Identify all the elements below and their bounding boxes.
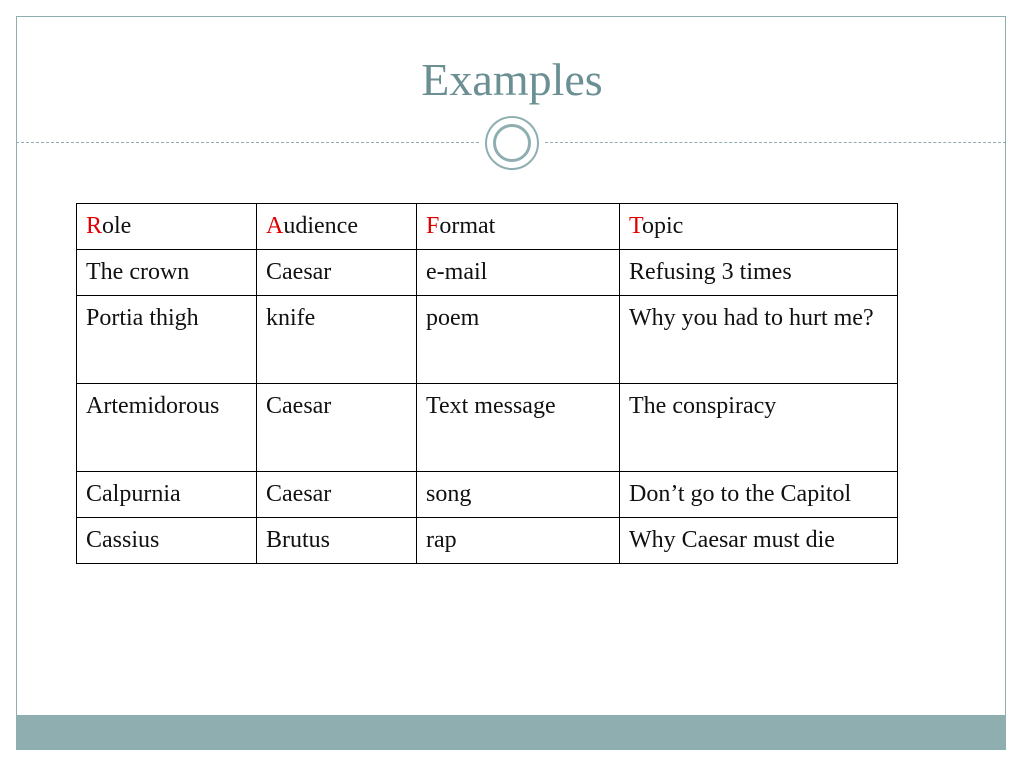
header-format <box>417 204 620 250</box>
cell-format: e-mail <box>417 250 620 296</box>
table-row <box>77 518 898 564</box>
cell-role: Artemidorous <box>77 384 257 472</box>
cell-role: The crown <box>77 250 257 296</box>
header-audience <box>257 204 417 250</box>
title-divider-left <box>16 142 479 143</box>
header-format-rest: ormat <box>439 213 496 239</box>
circle-ornament-icon <box>485 116 539 170</box>
cell-format: poem <box>417 296 620 384</box>
table-row <box>77 472 898 518</box>
header-role <box>77 204 257 250</box>
header-topic-rest: opic <box>641 213 684 239</box>
cell-format: song <box>417 472 620 518</box>
rafts-table <box>76 203 898 564</box>
cell-role: Calpurnia <box>77 472 257 518</box>
cell-audience: Brutus <box>257 518 417 564</box>
header-role-initial: R <box>86 213 103 239</box>
cell-audience: Caesar <box>257 472 417 518</box>
table-row <box>77 296 898 384</box>
header-topic-initial: T <box>629 213 642 239</box>
cell-topic: The conspiracy <box>620 384 898 472</box>
cell-audience: knife <box>257 296 417 384</box>
header-format-initial: F <box>426 213 440 239</box>
footer-bar <box>16 715 1006 750</box>
title-divider-right <box>545 142 1006 143</box>
header-topic <box>620 204 898 250</box>
cell-audience: Caesar <box>257 384 417 472</box>
table-row <box>77 250 898 296</box>
slide-title: Examples <box>421 54 603 105</box>
cell-role: Cassius <box>77 518 257 564</box>
cell-role: Portia thigh <box>77 296 257 384</box>
table-row <box>77 384 898 472</box>
header-audience-initial: A <box>266 213 284 239</box>
circle-ornament-inner <box>493 124 531 162</box>
table-header-row <box>77 204 898 250</box>
cell-topic: Don’t go to the Capitol <box>620 472 898 518</box>
cell-topic: Why Caesar must die <box>620 518 898 564</box>
header-role-rest: ole <box>102 213 132 239</box>
cell-audience: Caesar <box>257 250 417 296</box>
header-audience-rest: udience <box>283 213 358 239</box>
cell-topic: Refusing 3 times <box>620 250 898 296</box>
cell-format: Text message <box>417 384 620 472</box>
cell-format: rap <box>417 518 620 564</box>
cell-topic: Why you had to hurt me? <box>620 296 898 384</box>
